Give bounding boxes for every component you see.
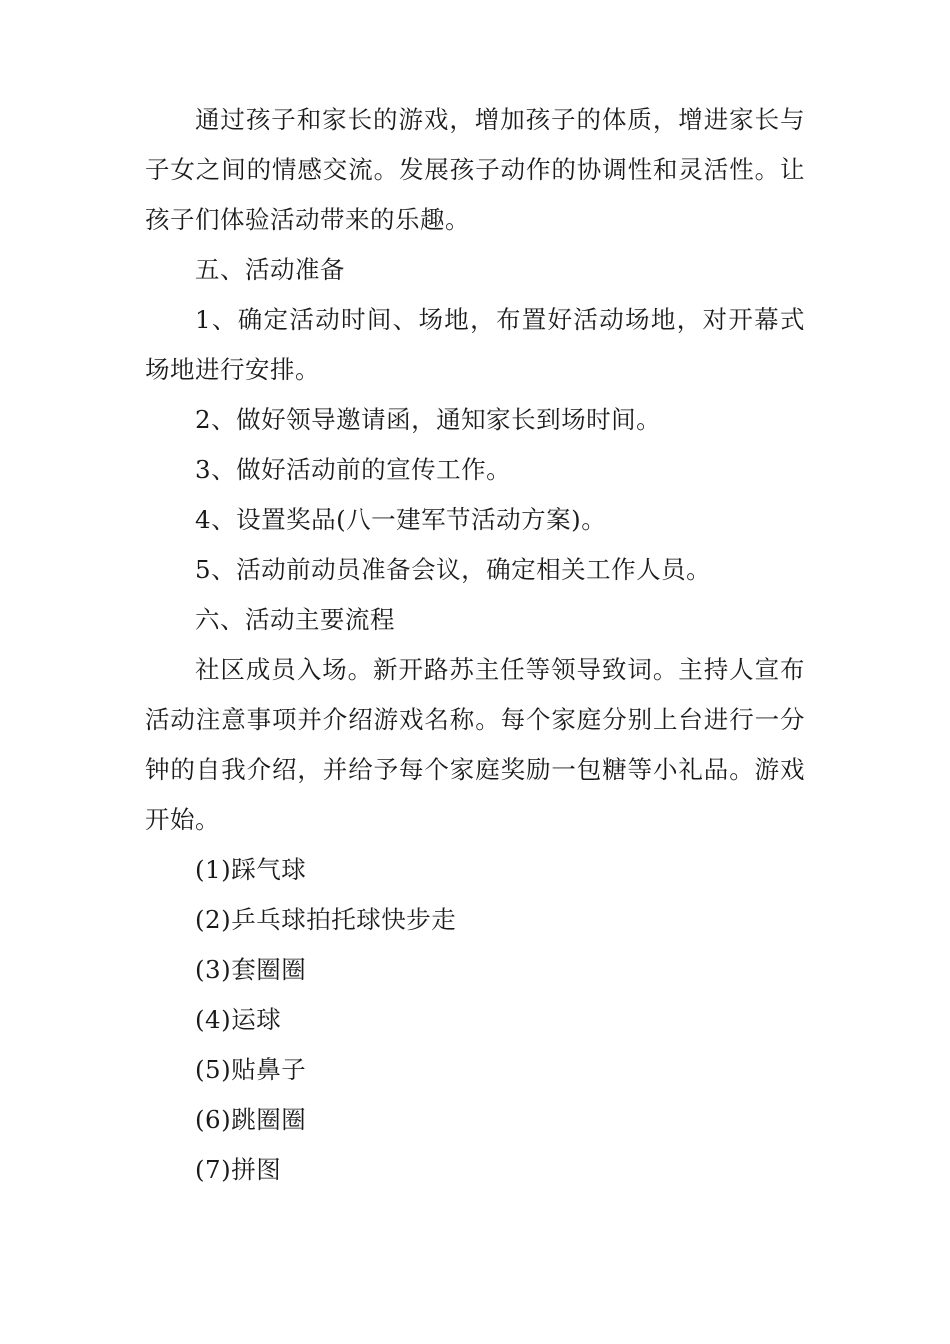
prep-item-1: 1、确定活动时间、场地，布置好活动场地，对开幕式场地进行安排。 — [145, 305, 805, 384]
heading-section-five: 五、活动准备 — [195, 255, 345, 284]
paragraph-intro: 通过孩子和家长的游戏，增加孩子的体质，增进家长与子女之间的情感交流。发展孩子动作的协调性和灵活性。让孩子们体验活动带来的乐趣。 — [145, 105, 805, 234]
game-item-1: (1)踩气球 — [195, 855, 307, 884]
prep-item-2: 2、做好领导邀请函，通知家长到场时间。 — [195, 405, 662, 434]
game-item-7: (7)拼图 — [195, 1155, 282, 1184]
heading-section-six: 六、活动主要流程 — [195, 605, 395, 634]
game-item-3: (3)套圈圈 — [195, 955, 307, 984]
prep-item-5: 5、活动前动员准备会议，确定相关工作人员。 — [195, 555, 712, 584]
prep-item-4: 4、设置奖品(八一建军节活动方案)。 — [195, 505, 607, 534]
prep-item-3: 3、做好活动前的宣传工作。 — [195, 455, 512, 484]
game-item-5: (5)贴鼻子 — [195, 1055, 307, 1084]
game-item-6: (6)跳圈圈 — [195, 1105, 307, 1134]
game-item-4: (4)运球 — [195, 1005, 282, 1034]
game-item-2: (2)乒乓球拍托球快步走 — [195, 905, 457, 934]
document-body — [145, 95, 805, 1195]
paragraph-process: 社区成员入场。新开路苏主任等领导致词。主持人宣布活动注意事项并介绍游戏名称。每个家庭分别上台进行一分钟的自我介绍，并给予每个家庭奖励一包糖等小礼品。游戏开始。 — [145, 655, 805, 834]
